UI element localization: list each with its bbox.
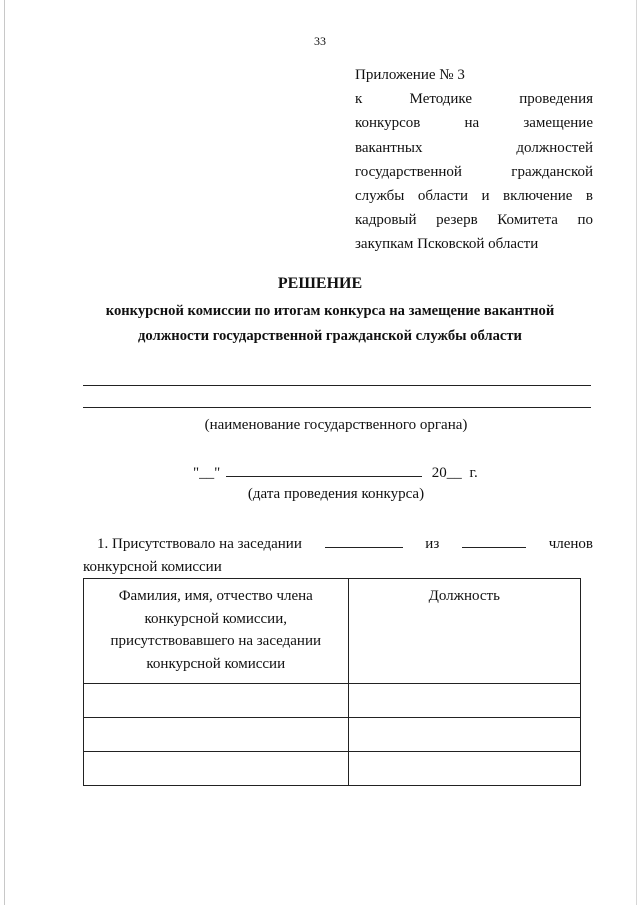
appendix-note: [355, 63, 593, 257]
item-1-start: [83, 533, 302, 556]
subtitle-line: конкурсной комиссии по итогам конкурса на замещение вакантной: [105, 303, 555, 319]
date-field: [193, 462, 478, 482]
table-header-row: [84, 579, 581, 684]
item-1-of: из: [425, 536, 440, 552]
header-position: Должность: [348, 579, 580, 684]
appendix-line: вакантных должностей: [355, 139, 593, 156]
month-blank[interactable]: [226, 462, 422, 477]
page-number: 33: [314, 34, 326, 48]
org-name-blank-line[interactable]: [83, 407, 591, 408]
appendix-line: государственной гражданской: [355, 163, 593, 180]
item-1-members: членов: [548, 536, 593, 552]
page-edge-right: [636, 0, 637, 905]
org-name-caption: (наименование государственного органа): [204, 417, 468, 433]
name-cell[interactable]: [84, 684, 349, 718]
document-subtitle: [40, 299, 620, 349]
total-count-blank[interactable]: [462, 533, 526, 548]
appendix-line: кадровый резерв Комитета по: [355, 212, 593, 229]
date-caption: (дата проведения конкурса): [247, 486, 425, 502]
year-suffix: г.: [469, 465, 478, 481]
subtitle-line: должности государственной гражданской службы области: [138, 328, 522, 344]
appendix-line: закупкам Псковской области: [355, 236, 539, 253]
present-count-blank[interactable]: [325, 533, 403, 548]
table-row: [84, 752, 581, 786]
org-name-blank-line[interactable]: [83, 385, 591, 386]
appendix-line: службы области и включение в: [355, 188, 593, 205]
appendix-line: к Методике проведения: [355, 91, 593, 108]
name-cell[interactable]: [84, 718, 349, 752]
item-1-text: Присутствовало на заседании: [112, 536, 302, 552]
document-title: РЕШЕНИЕ: [277, 275, 363, 292]
item-number: 1.: [97, 536, 109, 552]
appendix-line: Приложение № 3: [355, 67, 465, 83]
position-cell[interactable]: [348, 752, 580, 786]
year-blank[interactable]: 20__: [431, 465, 462, 481]
item-1-paragraph: [83, 533, 593, 579]
page-edge-left: [4, 0, 5, 905]
position-cell[interactable]: [348, 684, 580, 718]
item-1-line2: конкурсной комиссии: [83, 559, 222, 575]
header-full-name: Фамилия, имя, отчество члена конкурсной комиссии, присутствовавшего на заседании конкурсной комиссии: [84, 579, 349, 684]
appendix-line: конкурсов на замещение: [355, 115, 593, 132]
members-table: [83, 578, 581, 786]
table-row: [84, 718, 581, 752]
position-cell[interactable]: [348, 718, 580, 752]
day-blank[interactable]: "__": [193, 465, 221, 481]
name-cell[interactable]: [84, 752, 349, 786]
table-row: [84, 684, 581, 718]
